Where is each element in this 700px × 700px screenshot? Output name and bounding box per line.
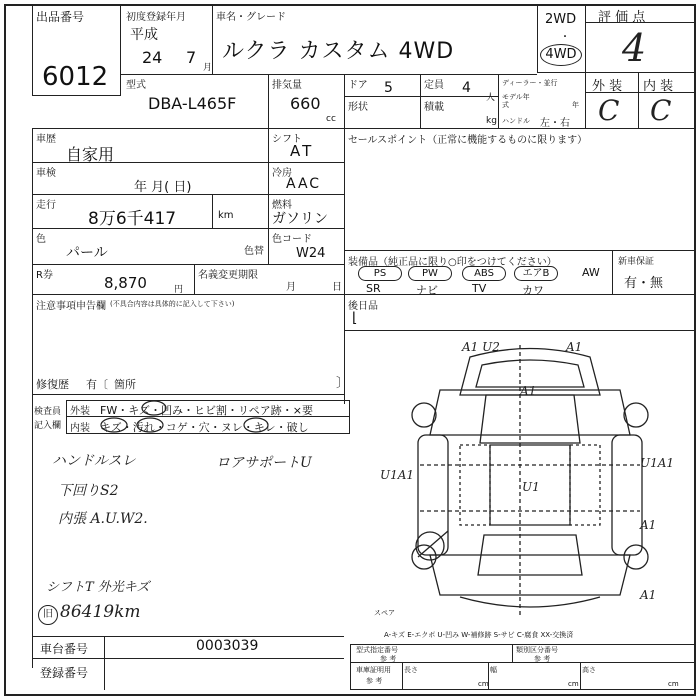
divider xyxy=(420,74,421,128)
divider xyxy=(212,4,213,74)
exterior-label: 外 装 xyxy=(592,79,623,94)
recycle-fee: 8,870 xyxy=(104,274,147,292)
divider xyxy=(585,22,696,23)
mark-right-side: U1A1 xyxy=(640,456,675,470)
model-code: DBA-L465F xyxy=(148,94,237,113)
model-label: 型式 xyxy=(126,80,146,91)
inspection-value: 年 月( 日) xyxy=(134,180,192,195)
reg-year: 24 xyxy=(142,48,163,67)
note-underbody: 下回りS2 xyxy=(58,483,119,499)
divider xyxy=(121,74,537,75)
divider xyxy=(344,330,696,331)
divider xyxy=(32,228,344,229)
divider xyxy=(32,394,344,395)
shift-label: シフト xyxy=(272,134,302,145)
handle-value: 左・右 xyxy=(540,118,570,129)
lot-number: 6012 xyxy=(42,62,109,92)
first-reg-label: 初度登録年月 xyxy=(126,12,186,23)
divider xyxy=(268,74,269,128)
cert-label: 車庫証明用 xyxy=(356,666,391,674)
mark-left-side: U1A1 xyxy=(380,468,415,482)
drive-dot: ・ xyxy=(560,32,570,43)
title-deadline-label: 名義変更期限 xyxy=(198,270,258,281)
equip-ps: PS xyxy=(358,266,402,281)
chassis-number: 0003039 xyxy=(196,638,259,654)
recycle-unit: 円 xyxy=(174,285,184,295)
divider xyxy=(32,128,696,129)
divider xyxy=(344,96,498,97)
chassis-label: 車台番号 xyxy=(40,642,89,656)
class-label: 類別区分番号 xyxy=(516,646,558,654)
divider xyxy=(402,662,403,690)
warranty-label: 新車保証 xyxy=(618,257,655,267)
repair-unit: 箇所 xyxy=(114,378,136,391)
divider xyxy=(488,662,489,690)
divider xyxy=(212,194,213,228)
title-month: 月 xyxy=(286,282,296,293)
exterior-grade: C xyxy=(598,94,620,127)
handle-label: ハンドル xyxy=(502,117,530,125)
capacity: 4 xyxy=(462,80,471,96)
ac: AAC xyxy=(286,176,322,192)
grade-label: 評 価 点 xyxy=(598,10,646,25)
divider xyxy=(268,162,344,163)
divider xyxy=(612,250,613,294)
divider xyxy=(585,92,696,93)
equip-leather: カワ xyxy=(522,284,544,297)
width-label: 幅 xyxy=(490,666,497,674)
color: パール xyxy=(66,245,108,261)
ref-2: 参 考 xyxy=(534,655,551,663)
return-label: 後日品 xyxy=(348,301,378,312)
ext-items: FW・キズ・凹み・ヒビ割・リペア跡・×要 xyxy=(100,404,313,417)
equip-sr: SR xyxy=(366,282,381,295)
ref-1: 参 考 xyxy=(380,655,397,663)
era: 平成 xyxy=(130,27,158,43)
divider xyxy=(32,294,344,295)
int-items: キズ・汚れ・コゲ・穴・ヌレ・キレ・破し xyxy=(100,421,309,434)
divider xyxy=(32,162,268,163)
length-unit: cm xyxy=(478,680,489,688)
divider xyxy=(344,128,345,404)
note-prefix: 旧 xyxy=(38,605,58,625)
divider xyxy=(32,128,33,668)
car-name: ルクラ カスタム 4WD xyxy=(222,39,455,64)
divider xyxy=(498,74,499,128)
car-diagram xyxy=(400,335,660,620)
divider xyxy=(537,72,696,73)
equip-abs: ABS xyxy=(462,266,506,281)
interior-label: 内 装 xyxy=(643,79,674,94)
height-unit: cm xyxy=(668,680,679,688)
overall-grade: 4 xyxy=(622,26,647,70)
capacity-label: 定員 xyxy=(424,80,444,91)
divider xyxy=(32,194,268,195)
inspector-label-2: 記入欄 xyxy=(34,421,62,431)
mark-rear-right: A1 xyxy=(640,588,657,602)
displacement-unit: cc xyxy=(326,114,336,124)
interior-grade: C xyxy=(650,94,672,127)
mark-right-a1: A1 xyxy=(640,518,657,532)
mileage-unit: km xyxy=(218,210,234,221)
note-interior: 内張 A.U.W2. xyxy=(58,511,148,527)
ac-label: 冷房 xyxy=(272,168,292,179)
divider xyxy=(268,194,344,195)
displacement: 660 xyxy=(290,94,321,113)
equip-aw: AW xyxy=(582,266,600,279)
note-mileage: 86419km xyxy=(60,602,141,622)
warranty-value: 有・無 xyxy=(624,276,664,291)
mileage-label: 走行 xyxy=(36,200,56,211)
history-label: 車歴 xyxy=(36,134,56,145)
load-label: 積載 xyxy=(424,102,444,113)
color-code-label: 色コード xyxy=(272,234,312,245)
color-code: W24 xyxy=(296,246,326,261)
note-handle: ハンドルスレ xyxy=(52,453,136,469)
color-label: 色 xyxy=(36,234,46,245)
divider xyxy=(512,644,513,662)
car-name-label: 車名・グレード xyxy=(216,12,286,23)
divider xyxy=(344,250,696,251)
capacity-unit: 人 xyxy=(486,93,496,103)
shift: AT xyxy=(290,142,315,160)
fuel-label: 燃料 xyxy=(272,200,292,211)
int-label: 内装 xyxy=(70,423,90,434)
mark-top-front: A1 U2 xyxy=(462,340,500,354)
dealer-label: ディーラー・並行 xyxy=(502,79,558,87)
inspection-label: 車検 xyxy=(36,168,56,179)
model-year-label: モデル年式 xyxy=(502,93,530,109)
divider xyxy=(638,72,639,128)
repaint-label: 色替 xyxy=(244,246,264,257)
drive-2wd: 2WD xyxy=(545,12,577,27)
damage-legend: A-キズ E-エクボ U-凹み W-補修跡 S-サビ C-腐食 XX-交換済 xyxy=(384,631,574,639)
month-unit: 月 xyxy=(203,63,213,73)
type-label: 型式指定番号 xyxy=(356,646,398,654)
drive-4wd-circled: 4WD xyxy=(540,44,582,66)
load-unit: kg xyxy=(486,116,497,126)
divider xyxy=(32,658,344,659)
equip-navi: ナビ xyxy=(416,284,438,297)
mark-roof: U1 xyxy=(522,480,540,494)
notes-label: 注意事項申告欄 xyxy=(36,301,106,312)
spare-label: スペア xyxy=(374,609,395,617)
inspector-circles xyxy=(66,400,350,434)
lot-label: 出品番号 xyxy=(36,10,85,24)
return-bracket: ⌊ xyxy=(352,310,358,326)
registration-label: 登録番号 xyxy=(40,666,89,680)
repair-label: 修復歴 xyxy=(36,378,69,391)
reg-month: 7 xyxy=(186,48,197,67)
note-lower-support: ロアサポートU xyxy=(216,455,312,471)
equip-tv: TV xyxy=(472,282,487,295)
divider xyxy=(32,4,696,5)
inspector-label: 検査員 xyxy=(34,407,62,417)
year-unit: 年 xyxy=(572,101,579,109)
title-day: 日 xyxy=(332,282,342,293)
height-label: 高さ xyxy=(582,666,596,674)
length-label: 長さ xyxy=(404,666,418,674)
doors: 5 xyxy=(384,80,393,96)
divider xyxy=(344,74,345,128)
divider xyxy=(344,294,696,295)
displacement-label: 排気量 xyxy=(272,80,302,91)
divider xyxy=(580,662,581,690)
divider xyxy=(104,636,105,690)
notes-hint: (不具合内容は具体的に記入して下さい) xyxy=(110,300,235,308)
sales-point-label: セールスポイント（正常に機能するものに限ります） xyxy=(348,135,588,146)
mark-top-right: A1 xyxy=(566,340,583,354)
divider xyxy=(32,636,344,637)
note-shift: シフトT 外光キズ xyxy=(46,580,150,595)
history: 自家用 xyxy=(66,145,115,164)
equip-airbag: エアB xyxy=(514,266,558,281)
mileage: 8万6千417 xyxy=(88,209,177,229)
shape-label: 形状 xyxy=(348,102,368,113)
doors-label: ドア xyxy=(348,80,368,91)
equip-pw: PW xyxy=(408,266,452,281)
divider xyxy=(537,4,538,72)
recycle-label: R券 xyxy=(36,270,53,281)
width-unit: cm xyxy=(568,680,579,688)
ext-label: 外装 xyxy=(70,406,90,417)
mark-hood: A1 xyxy=(520,384,537,398)
divider xyxy=(32,264,344,265)
divider xyxy=(268,128,269,264)
ref-3: 参 考 xyxy=(366,677,383,685)
repair-bracket: 〕 xyxy=(336,376,350,391)
repair-value: 有〔 xyxy=(86,378,108,391)
fuel: ガソリン xyxy=(272,211,328,227)
equipment-label: 装備品（純正品に限り○印をつけてください） xyxy=(348,257,557,268)
divider xyxy=(194,264,195,294)
